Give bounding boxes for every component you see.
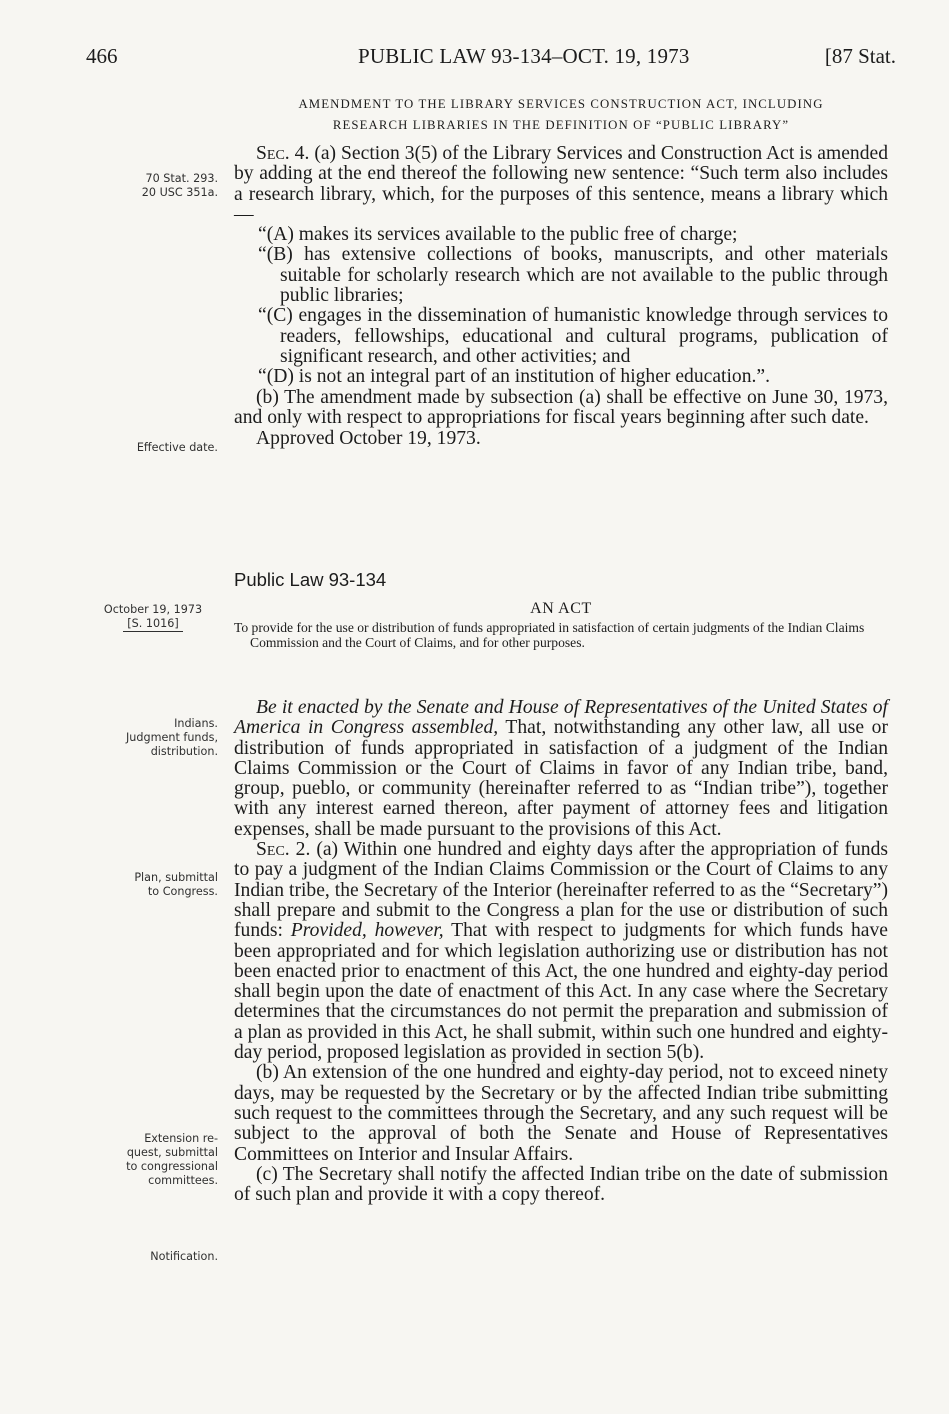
an-act-heading: AN ACT bbox=[530, 600, 592, 617]
margin-line: 70 Stat. 293. bbox=[145, 172, 218, 185]
sec4-item-c: “(C) engages in the dissemination of humanistic knowledge through services to readers, fellowships, educational and cultural programs, publication of significant research, and other activities; and bbox=[258, 305, 888, 367]
margin-line: distribution. bbox=[150, 745, 218, 758]
section-4-block bbox=[234, 94, 888, 450]
purpose-block bbox=[234, 620, 888, 650]
margin-line: Plan, submittal bbox=[134, 871, 218, 884]
volume-reference: [87 Stat. bbox=[824, 44, 896, 68]
sec2-label: Sec. 2. bbox=[256, 839, 311, 861]
margin-line: to Congress. bbox=[147, 885, 218, 898]
act-body bbox=[234, 698, 888, 1205]
margin-line: committees. bbox=[148, 1174, 218, 1187]
heading-line: RESEARCH LIBRARIES IN THE DEFINITION OF “PUBLIC LIBRARY” bbox=[332, 118, 790, 132]
margin-note-notification bbox=[88, 1250, 218, 1264]
margin-note-indians bbox=[88, 717, 218, 759]
margin-line: Extension re- bbox=[144, 1132, 218, 1145]
sec2-a-text-1: (a) Within one hundred and eighty days after the appropriation of funds to pay a judgment of the Indian Claims Commission or the Court of Claims to any Indian tribe, the Secretary of the Interior (hereinafter referred to as the “Secretary”) shall prepare and submit to the Congress a plan for the use or distribution of such funds: bbox=[234, 839, 888, 942]
margin-line: Indians. bbox=[174, 717, 218, 730]
section-heading bbox=[234, 94, 888, 136]
sec2-paragraph-a bbox=[234, 840, 888, 1063]
margin-note-date bbox=[88, 603, 218, 632]
running-title: PUBLIC LAW 93-134–OCT. 19, 1973 bbox=[358, 44, 690, 68]
margin-line: October 19, 1973 bbox=[103, 603, 203, 616]
margin-line: Effective date. bbox=[136, 441, 218, 454]
enacting-clause: Be it enacted by the Senate and House of Representatives of the United States of America in Congress assembled, bbox=[234, 697, 888, 739]
margin-note-plan bbox=[88, 871, 218, 899]
sec4-item-d: “(D) is not an integral part of an institution of higher education.”. bbox=[258, 366, 771, 388]
running-header bbox=[86, 44, 896, 76]
margin-note-effective-date bbox=[88, 441, 218, 455]
margin-line: 20 USC 351a. bbox=[141, 186, 218, 199]
sec4-label: Sec. 4. bbox=[256, 143, 310, 164]
bill-number: [S. 1016] bbox=[123, 617, 182, 632]
margin-line: Judgment funds, bbox=[125, 731, 218, 744]
heading-line: AMENDMENT TO THE LIBRARY SERVICES CONSTRUCTION ACT, INCLUDING bbox=[298, 97, 824, 111]
margin-line: Notification. bbox=[150, 1250, 218, 1263]
margin-note-citation bbox=[88, 172, 218, 200]
sec4-paragraph-b: (b) The amendment made by subsection (a) shall be effective on June 30, 1973, and only with respect to appropriations for fiscal years beginning after such date. bbox=[234, 386, 888, 428]
margin-line: to congressional bbox=[126, 1160, 218, 1173]
public-law-title: Public Law 93-134 bbox=[234, 569, 387, 590]
sec4-paragraph-a bbox=[234, 144, 888, 225]
sec4-text: (a) Section 3(5) of the Library Services and Construction Act is amended by adding at the end thereof the following new sentence: “Such term also includes a research library, which, for the purposes of this sentence, means a library which— bbox=[234, 143, 889, 225]
enacting-text: That, notwithstanding any other law, all use or distribution of funds appropriated in satisfaction of a judgment of the Indian Claims Commission or the Court of Claims in favor of any Indian tribe, band, group, pueblo, or community (hereinafter referred to as “Indian tribe”), together with any interest earned thereon, after payment of attorney fees and litigation expenses, shall be made pursuant to the provisions of this Act. bbox=[234, 717, 888, 840]
purpose-clause: To provide for the use or distribution of funds appropriated in satisfaction of certain judgments of the Indian Claims Commission and the Court of Claims, and for other purposes. bbox=[234, 620, 865, 651]
sec2-paragraph-c: (c) The Secretary shall notify the affected Indian tribe on the date of submission of such plan and provide it with a copy thereof. bbox=[234, 1163, 888, 1206]
sec2-a-text-2: That with respect to judgments for which funds have been appropriated and for which legislation authorizing use or distribution has not been enacted prior to enactment of this Act, the one hundred and eighty-day period shall begin upon the date of enactment of this Act. In any case where the Secretary determines that the circumstances do not permit the preparation and submission of a plan as provided in this Act, he shall submit, within such one hundred and eighty-day period, proposed legislation as provided in section 5(b). bbox=[234, 920, 888, 1064]
provided-however: Provided, however, bbox=[290, 920, 444, 942]
margin-note-extension bbox=[88, 1132, 218, 1188]
sec2-paragraph-b: (b) An extension of the one hundred and eighty-day period, not to exceed ninety days, may be requested by the Secretary or by the affected Indian tribe submitting such request to the committees through the Secretary, and any such request will be subject to the approval of both the Senate and House of Representatives Committees on Interior and Insular Affairs. bbox=[234, 1062, 888, 1165]
enacting-paragraph bbox=[234, 698, 888, 840]
margin-line: quest, submittal bbox=[126, 1146, 218, 1159]
sec4-item-b: “(B) has extensive collections of books, manuscripts, and other materials suitable for scholarly research which are not available to the public through public libraries; bbox=[258, 244, 888, 307]
sec4-item-a: “(A) makes its services available to the public free of charge; bbox=[258, 224, 738, 246]
approval-line: Approved October 19, 1973. bbox=[256, 428, 481, 450]
page-number: 466 bbox=[86, 44, 118, 68]
